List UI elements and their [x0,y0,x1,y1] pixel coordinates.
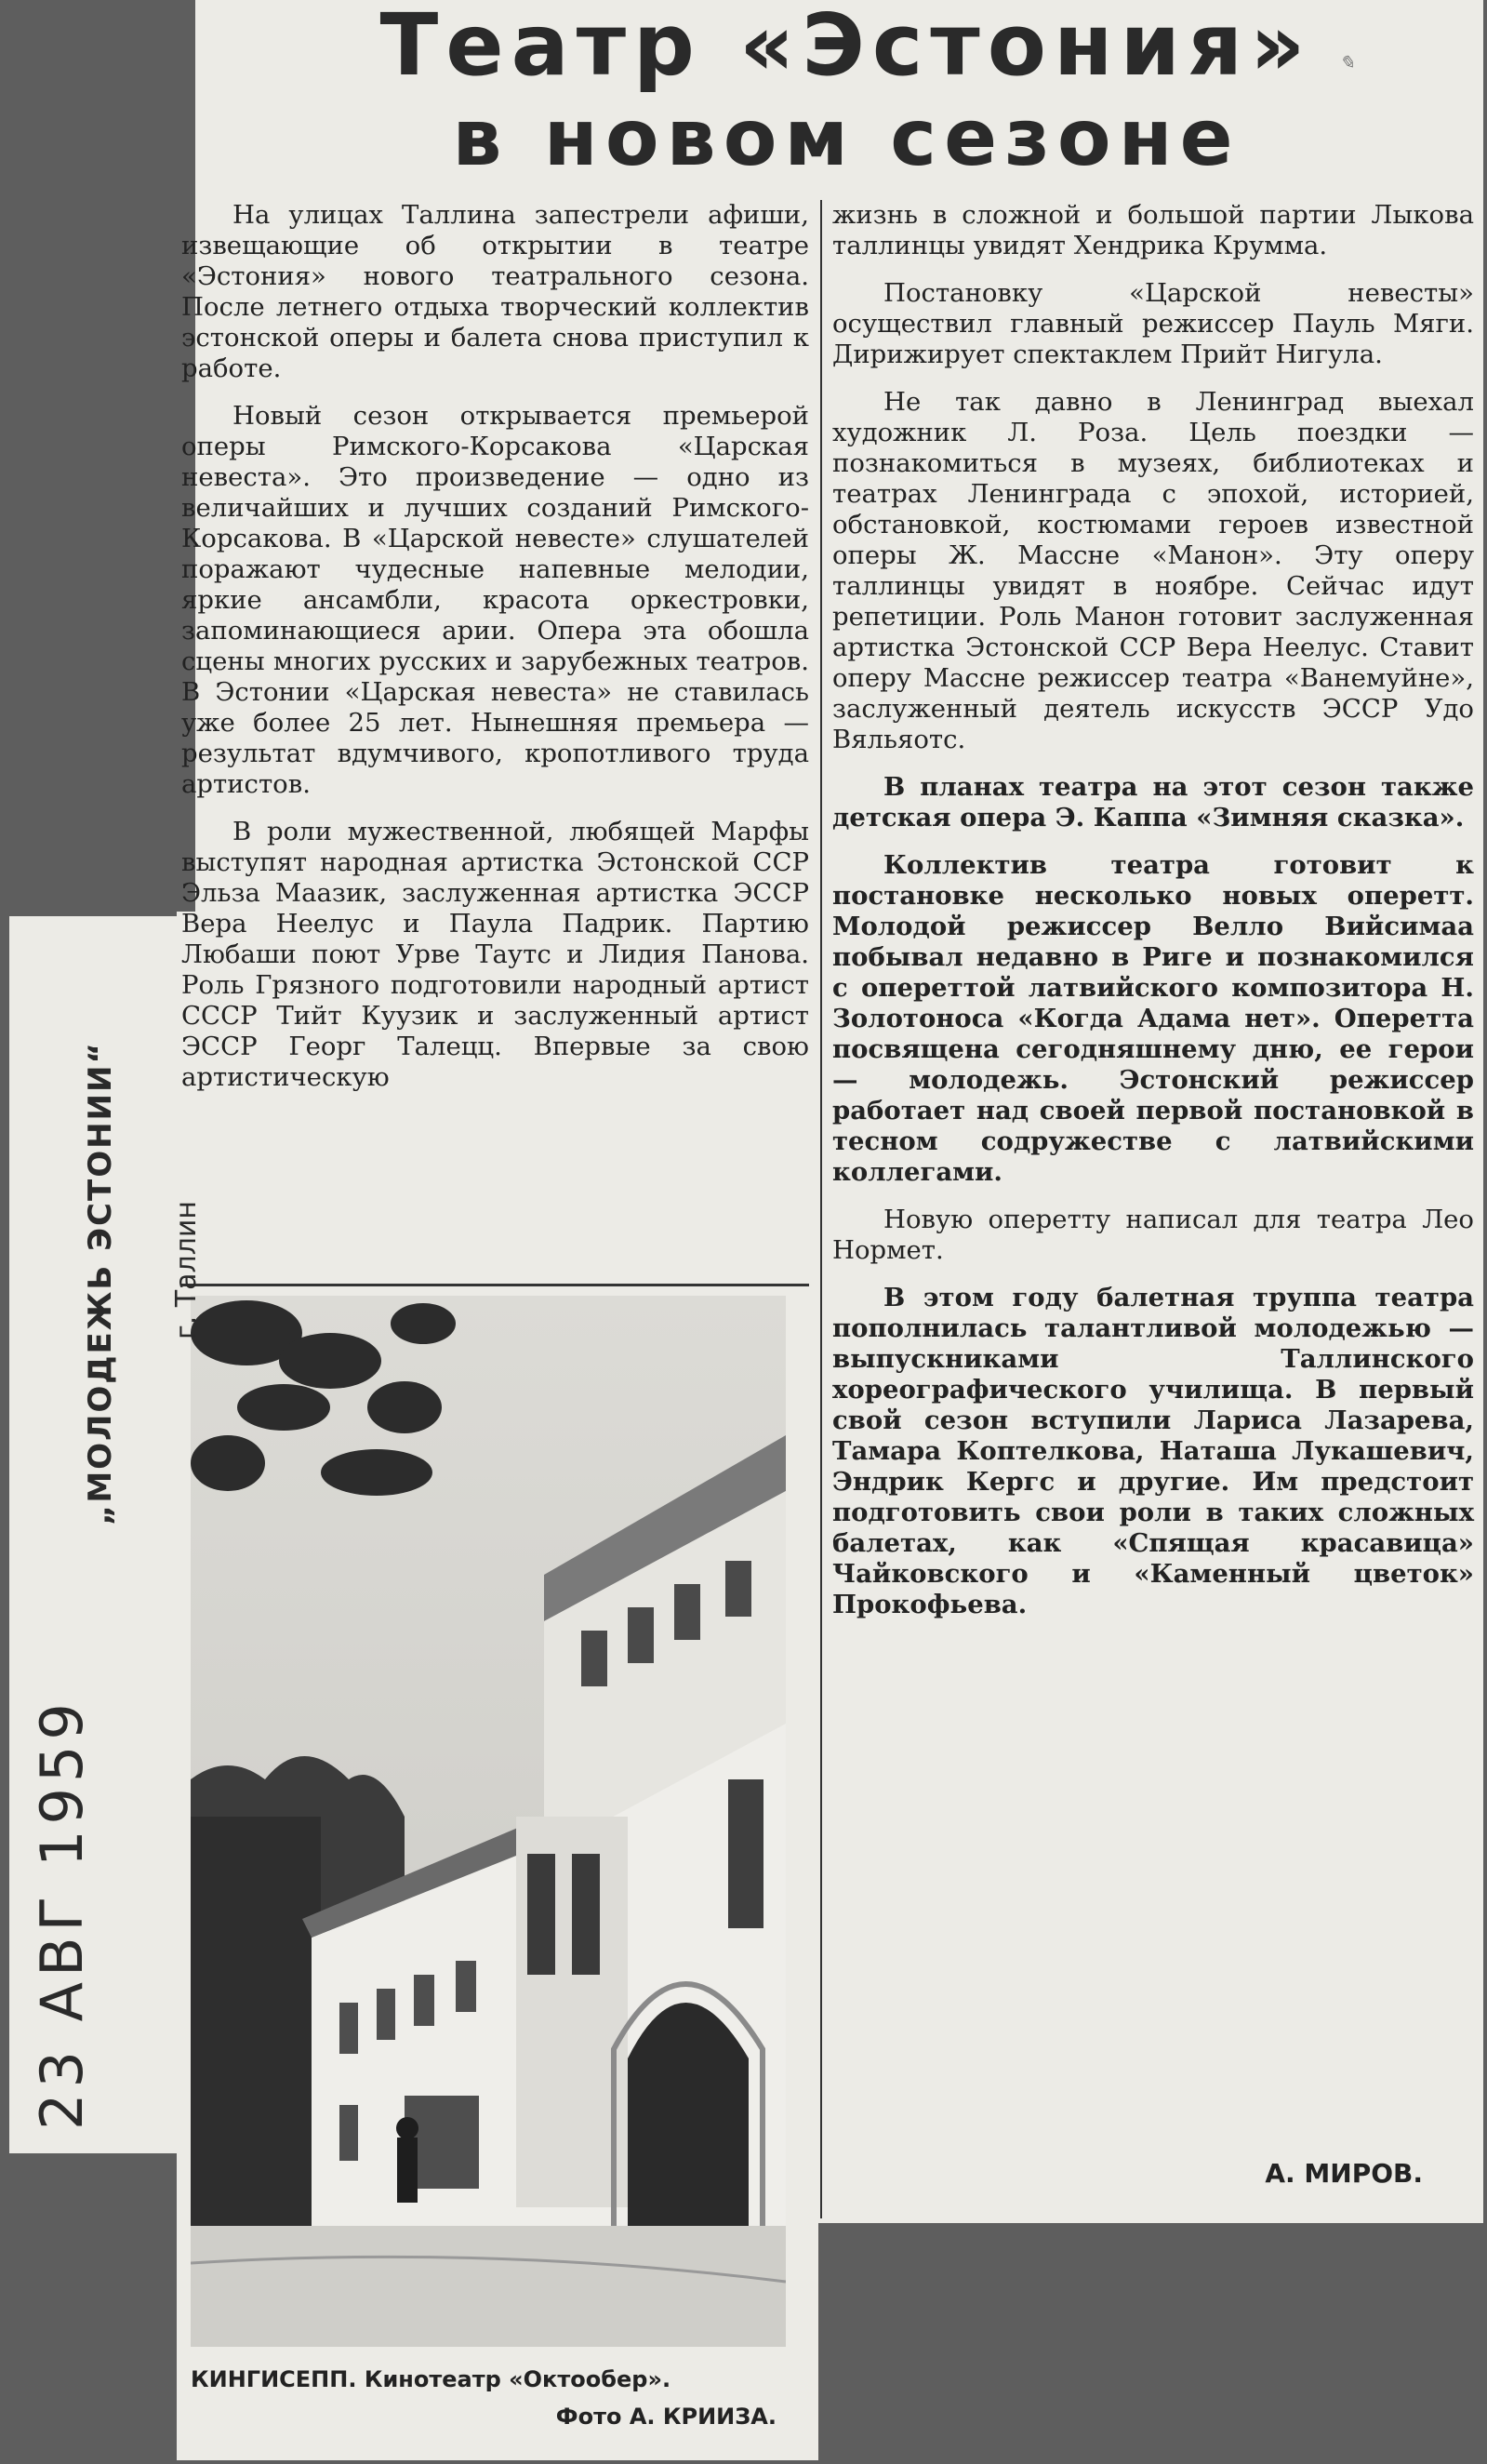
building-photo-illustration [191,1296,786,2347]
city-note: г. Таллин [170,1200,203,1339]
article-author: А. МИРОВ. [1265,2158,1423,2189]
paragraph: В планах театра на этот сезон также детская опера Э. Каппа «Зимняя сказка». [832,772,1474,832]
pencil-mark: ✎ [1339,51,1355,73]
paragraph: Постановку «Царской невесты» осуществил главный режиссер Пауль Мяги. Дирижирует спектаклем Прийт Нигула. [832,278,1474,369]
photo-credit: Фото А. КРИИЗА. [555,2404,777,2430]
photo-caption-block [191,2361,786,2435]
paragraph: Не так давно в Ленинград выехал художник Л. Роза. Цель поездки — познакомиться в музеях, библиотеках и театрах Ленинграда с эпохой, историей, обстановкой, костюмами героев известной оперы Ж. Массне «Манон». Эту оперу таллинцы увидят в ноябре. Сейчас идут репетиции. Роль Манон готовит заслуженная артистка Эстонской ССР Вера Неелус. Ставит оперу Массне режиссер театра «Ванемуйне», заслуженный деятель искусств ЭССР Удо Вяльяотс. [832,387,1474,754]
photo-caption: КИНГИСЕПП. Кинотеатр «Октообер». [191,2366,671,2392]
paragraph: жизнь в сложной и большой партии Лыкова таллинцы увидят Хендрика Крумма. [832,200,1474,260]
date-stamp: 23 АВГ 1959 [28,1698,96,2130]
paragraph: Новую оперетту написал для театра Лео Нормет. [832,1205,1474,1265]
article-column-right [832,200,1474,1637]
headline-line-1: Театр «Эстония» [379,0,1313,95]
paragraph: Новый сезон открывается премьерой оперы Римского-Корсакова «Царская невеста». Это произведение — одно из величайших и лучших созданий Римского-Корсакова. В «Царской невесте» слушателей поражают чудесные напевные мелодии, яркие ансамбли, красота оркестровки, запоминающиеся арии. Опера эта обошла сцены многих русских и зарубежных театров. В Эстонии «Царская невеста» не ставилась уже более 25 лет. Нынешняя премьера — результат вдумчивого, кропотливого труда артистов. [181,401,809,799]
cinema-photo [191,1296,786,2347]
photo-divider [181,1284,809,1286]
article-headline [214,0,1479,184]
headline-line-2: в новом сезоне [452,92,1241,183]
article-column-left [181,200,809,1110]
paragraph: В этом году балетная труппа театра пополнилась талантливой молодежью — выпускниками Таллинского хореографического училища. В первый свой сезон вступили Лариса Лазарева, Тамара Коптелкова, Наташа Лукашевич, Эндрик Кергс и другие. Им предстоит подготовить свои роли в таких сложных балетах, как «Спящая красавица» Чайковского и «Каменный цветок» Прокофьева. [832,1283,1474,1619]
newspaper-name: „МОЛОДЕЖЬ ЭСТОНИИ“ [82,1041,119,1525]
paragraph: Коллектив театра готовит к постановке несколько новых оперетт. Молодой режиссер Велло Вийсимаа побывал недавно в Риге и познакомился с опереттой латвийского композитора Н. Золотоноса «Когда Адама нет». Оперетта посвящена сегодняшнему дню, ее герои — молодежь. Эстонский режиссер работает над своей первой постановкой в тесном содружестве с латвийскими коллегами. [832,850,1474,1187]
paragraph: На улицах Таллина запестрели афиши, извещающие об открытии в театре «Эстония» нового театрального сезона. После летнего отдыха творческий коллектив эстонской оперы и балета снова приступил к работе. [181,200,809,383]
paragraph: В роли мужественной, любящей Марфы выступят народная артистка Эстонской ССР Эльза Маазик, заслуженная артистка ЭССР Вера Неелус и Паула Падрик. Партию Любаши поют Урве Таутс и Лидия Панова. Роль Грязного подготовили народный артист СССР Тийт Куузик и заслуженный артист ЭССР Георг Талецц. Впервые за свою артистическую [181,817,809,1092]
column-divider [820,200,822,2218]
